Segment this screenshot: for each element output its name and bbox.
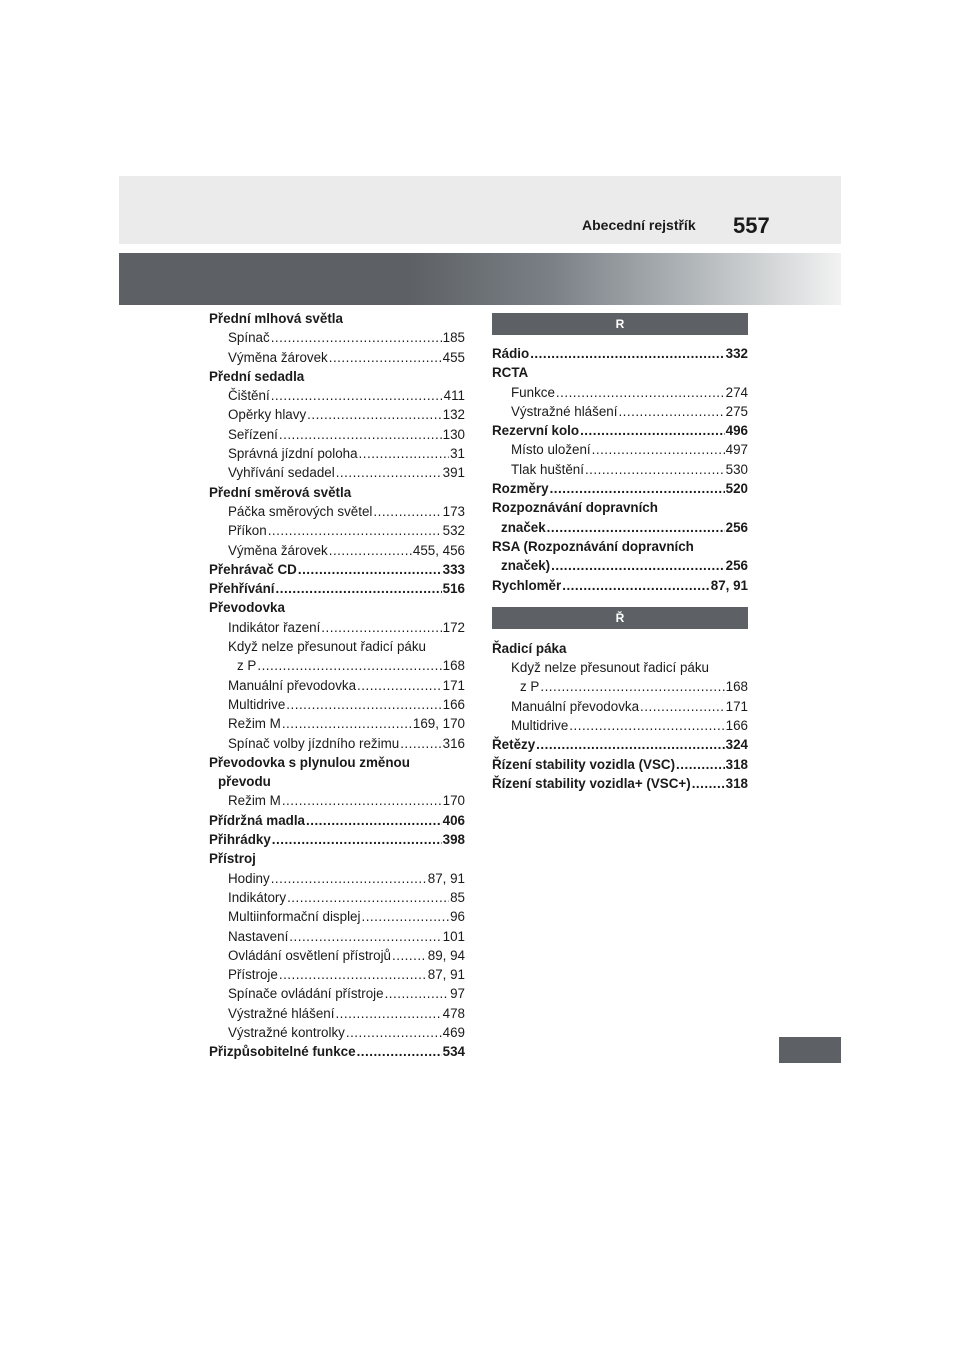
dot-leader [547, 518, 725, 537]
index-entry-page: 169, 170 [412, 716, 465, 732]
index-entry-term: Rozměry [492, 481, 549, 497]
index-entry-term: Výměna žárovek [228, 542, 328, 558]
index-entry [209, 502, 465, 521]
index-entry-page: 85 [450, 889, 465, 905]
index-entry [209, 791, 465, 810]
dot-leader [361, 907, 449, 926]
index-entry [492, 697, 748, 716]
index-entry-page: 275 [725, 403, 748, 419]
index-entry [209, 425, 465, 444]
letter-heading-rz: Ř [492, 607, 748, 629]
dot-leader [550, 479, 725, 498]
index-entry [209, 734, 465, 753]
index-entry-term: Převodovka s plynulou změnou [209, 754, 410, 770]
index-entry-term: Hodiny [228, 870, 270, 886]
index-entry-page: 256 [725, 558, 748, 574]
index-entry-term: Přihrádky [209, 832, 271, 848]
dot-leader [373, 502, 441, 521]
index-entry-page: 166 [442, 696, 465, 712]
index-entry-term: Přední sedadla [209, 368, 305, 384]
index-entry [492, 735, 748, 754]
index-entry-term: Výstražné hlášení [511, 403, 618, 419]
index-entry [209, 637, 465, 656]
index-entry-term: Přehřívání [209, 581, 275, 597]
index-entry [209, 579, 465, 598]
index-entry [209, 348, 465, 367]
dot-leader [585, 460, 725, 479]
index-entry [209, 444, 465, 463]
page-number: 557 [733, 213, 770, 238]
index-entry-page: 532 [442, 523, 465, 539]
dot-leader [321, 618, 441, 637]
index-entry-term: Výstražné hlášení [228, 1005, 335, 1021]
index-entry-term: převodu [218, 774, 271, 790]
index-entry-page: 130 [442, 426, 465, 442]
index-entry-page: 316 [442, 735, 465, 751]
dot-leader [329, 348, 442, 367]
index-entry [492, 716, 748, 735]
side-thumb-tab [779, 1037, 841, 1063]
index-entry-page: 469 [442, 1024, 465, 1040]
index-entry [209, 927, 465, 946]
index-entry-term: Když nelze přesunout řadicí páku [511, 660, 710, 676]
index-entry-term: Vyhřívání sedadel [228, 465, 335, 481]
index-entry [209, 405, 465, 424]
index-entry-term: Čištění [228, 388, 270, 404]
dot-leader [530, 344, 724, 363]
index-entry [209, 946, 465, 965]
index-entry [492, 344, 748, 363]
index-entry [492, 363, 748, 382]
index-entry-term: Seřízení [228, 426, 278, 442]
index-entry-page: 89, 94 [427, 947, 465, 963]
dot-leader [569, 716, 724, 735]
index-entry-term: Řetězy [492, 737, 536, 753]
index-entry [492, 537, 748, 556]
index-entry [209, 328, 465, 347]
dot-leader [551, 556, 725, 575]
dot-leader [536, 735, 724, 754]
index-entry [209, 830, 465, 849]
dot-leader [346, 1023, 442, 1042]
index-entry [209, 676, 465, 695]
index-entry-page: 170 [442, 793, 465, 809]
dot-leader [400, 734, 441, 753]
dot-leader [287, 888, 449, 907]
index-entry-term: Tlak huštění [511, 461, 584, 477]
dot-leader [272, 830, 442, 849]
index-entry-term: Indikátor řazení [228, 619, 321, 635]
index-entry-term: RCTA [492, 365, 529, 381]
index-entry [209, 386, 465, 405]
index-entry-term: Režim M [228, 793, 281, 809]
index-entry [209, 1023, 465, 1042]
dot-leader [640, 697, 725, 716]
index-entry-page: 530 [725, 461, 748, 477]
index-entry [209, 984, 465, 1003]
index-entry-page: 411 [443, 388, 465, 404]
index-entry [492, 755, 748, 774]
dot-leader [268, 521, 442, 540]
index-entry [209, 907, 465, 926]
index-entry-page: 132 [442, 407, 465, 423]
index-entry-term: Místo uložení [511, 442, 591, 458]
index-entry [209, 521, 465, 540]
dot-leader [562, 576, 710, 595]
index-entry [209, 1004, 465, 1023]
index-entry-term: Režim M [228, 716, 281, 732]
section-title: Abecední rejstřík [582, 217, 696, 233]
index-entry-term: Spínače ovládání přístroje [228, 986, 384, 1002]
index-column-right [492, 313, 748, 793]
dot-leader [298, 560, 442, 579]
dot-leader [282, 791, 442, 810]
index-entry-term: Přehrávač CD [209, 561, 297, 577]
dot-leader [329, 541, 412, 560]
index-entry-term: Multidrive [228, 696, 286, 712]
index-entry-term: Manuální převodovka [228, 677, 357, 693]
index-entry-term: Páčka směrových světel [228, 503, 373, 519]
dot-leader [282, 714, 412, 733]
index-entry [209, 656, 465, 675]
index-entry [209, 463, 465, 482]
index-entry-term: Nastavení [228, 928, 289, 944]
index-entry-page: 455 [442, 349, 465, 365]
index-entry-term: Výměna žárovek [228, 349, 328, 365]
index-entry [209, 367, 465, 386]
index-entry-page: 256 [725, 519, 748, 535]
index-entry-term: Rozpoznávání dopravních [492, 500, 658, 516]
index-entry [209, 714, 465, 733]
dot-leader [271, 869, 427, 888]
index-entry-term: Rádio [492, 346, 530, 361]
index-section-rz [492, 639, 748, 793]
dot-leader [540, 677, 724, 696]
index-entry-page: 96 [450, 909, 465, 925]
index-entry [492, 421, 748, 440]
dot-leader [556, 383, 725, 402]
index-entry-page: 171 [442, 677, 465, 693]
index-entry [209, 772, 465, 791]
index-entry-page: 31 [450, 446, 465, 462]
index-entry-term: značek [501, 519, 546, 535]
index-entry-page: 318 [725, 756, 748, 772]
dot-leader [306, 811, 442, 830]
index-entry-page: 101 [442, 928, 465, 944]
dot-leader [271, 328, 442, 347]
dot-leader [357, 1042, 442, 1061]
index-entry-page: 520 [725, 481, 748, 497]
index-entry [209, 811, 465, 830]
index-entry-term: Přídržná madla [209, 812, 305, 828]
letter-heading-r: R [492, 313, 748, 335]
dot-leader [692, 774, 725, 793]
dot-leader [276, 579, 442, 598]
index-entry [209, 309, 465, 328]
dot-leader [385, 984, 450, 1003]
index-entry-term: Spínač [228, 330, 270, 346]
index-entry [492, 774, 748, 793]
index-entry [492, 658, 748, 677]
dot-leader [336, 463, 442, 482]
index-entry-page: 496 [725, 423, 748, 439]
dot-leader [271, 386, 443, 405]
index-entry-term: z P [520, 679, 540, 695]
index-entry-term: Rychloměr [492, 577, 562, 593]
dot-leader [286, 695, 441, 714]
index-entry [209, 483, 465, 502]
index-entry-page: 516 [442, 581, 465, 597]
index-entry-term: Správná jízdní poloha [228, 446, 358, 462]
index-entry [492, 460, 748, 479]
index-entry-page: 534 [442, 1044, 465, 1060]
index-entry-term: Ovládání osvětlení přístrojů [228, 947, 392, 963]
index-entry-page: 173 [442, 503, 465, 519]
index-entry [492, 402, 748, 421]
index-entry [209, 598, 465, 617]
index-entry-page: 332 [725, 346, 748, 361]
dot-leader [618, 402, 724, 421]
dot-leader [592, 440, 725, 459]
index-entry [209, 753, 465, 772]
index-entry [492, 383, 748, 402]
index-entry-term: Multiinformační displej [228, 909, 361, 925]
index-entry-page: 497 [725, 442, 748, 458]
index-entry-term: Rezervní kolo [492, 423, 580, 439]
index-entry-page: 87, 91 [427, 870, 465, 886]
index-entry [492, 576, 748, 595]
index-entry-term: Výstražné kontrolky [228, 1024, 345, 1040]
dot-leader [580, 421, 725, 440]
index-entry-page: 455, 456 [412, 542, 465, 558]
index-entry [209, 849, 465, 868]
index-entry [492, 518, 748, 537]
index-section-r [492, 344, 748, 595]
index-entry-page: 87, 91 [710, 577, 748, 593]
index-entry-page: 168 [442, 658, 465, 674]
index-entry-page: 333 [442, 561, 465, 577]
dot-leader [307, 405, 442, 424]
index-entry [209, 618, 465, 637]
index-entry-page: 406 [442, 812, 465, 828]
index-entry-term: Manuální převodovka [511, 698, 640, 714]
index-entry-term: Převodovka [209, 600, 285, 616]
index-entry-term: Přizpůsobitelné funkce [209, 1044, 356, 1060]
index-entry-page: 171 [725, 698, 748, 714]
index-entry-term: Řízení stability vozidla+ (VSC+) [492, 775, 691, 791]
index-entry-page: 318 [725, 775, 748, 791]
index-entry [492, 677, 748, 696]
index-entry-term: Přístroj [209, 851, 256, 867]
index-entry-page: 185 [442, 330, 465, 346]
index-entry-page: 398 [442, 832, 465, 848]
index-entry [209, 1042, 465, 1061]
header-gradient-bar [119, 253, 841, 305]
index-column-left [209, 309, 465, 1062]
dot-leader [289, 927, 441, 946]
index-entry-term: Multidrive [511, 718, 569, 734]
dot-leader [357, 676, 442, 695]
index-entry [209, 560, 465, 579]
index-entry-term: z P [237, 658, 257, 674]
index-entry-page: 274 [725, 384, 748, 400]
index-entry-term: Indikátory [228, 889, 287, 905]
index-entry [492, 479, 748, 498]
index-entry-term: Přístroje [228, 967, 278, 983]
index-entry-term: Když nelze přesunout řadicí páku [228, 639, 427, 655]
index-entry-page: 166 [725, 718, 748, 734]
index-entry-page: 478 [442, 1005, 465, 1021]
index-entry-term: Řízení stability vozidla (VSC) [492, 756, 676, 772]
index-entry [209, 965, 465, 984]
index-entry [492, 498, 748, 517]
dot-leader [359, 444, 450, 463]
index-entry [209, 869, 465, 888]
index-entry-term: Přední mlhová světla [209, 311, 343, 326]
index-entry-page: 172 [442, 619, 465, 635]
index-entry-page: 324 [725, 737, 748, 753]
index-entry [492, 639, 748, 658]
dot-leader [676, 755, 725, 774]
dot-leader [279, 425, 442, 444]
index-entry-page: 168 [725, 679, 748, 695]
dot-leader [257, 656, 441, 675]
index-entry [492, 440, 748, 459]
index-entry-term: Přední směrová světla [209, 484, 352, 500]
index-entry-term: Řadicí páka [492, 640, 567, 656]
dot-leader [279, 965, 427, 984]
index-entry [209, 888, 465, 907]
dot-leader [392, 946, 427, 965]
index-entry [492, 556, 748, 575]
index-entry-page: 87, 91 [427, 967, 465, 983]
index-entry-page: 391 [442, 465, 465, 481]
index-entry [209, 695, 465, 714]
index-entry [209, 541, 465, 560]
index-entry-term: Opěrky hlavy [228, 407, 307, 423]
index-entry-term: RSA (Rozpoznávání dopravních [492, 538, 694, 554]
index-entry-term: Příkon [228, 523, 267, 539]
index-entry-term: značek) [501, 558, 551, 574]
index-entry-term: Spínač volby jízdního režimu [228, 735, 400, 751]
dot-leader [335, 1004, 441, 1023]
index-entry-term: Funkce [511, 384, 555, 400]
index-entry-page: 97 [450, 986, 465, 1002]
